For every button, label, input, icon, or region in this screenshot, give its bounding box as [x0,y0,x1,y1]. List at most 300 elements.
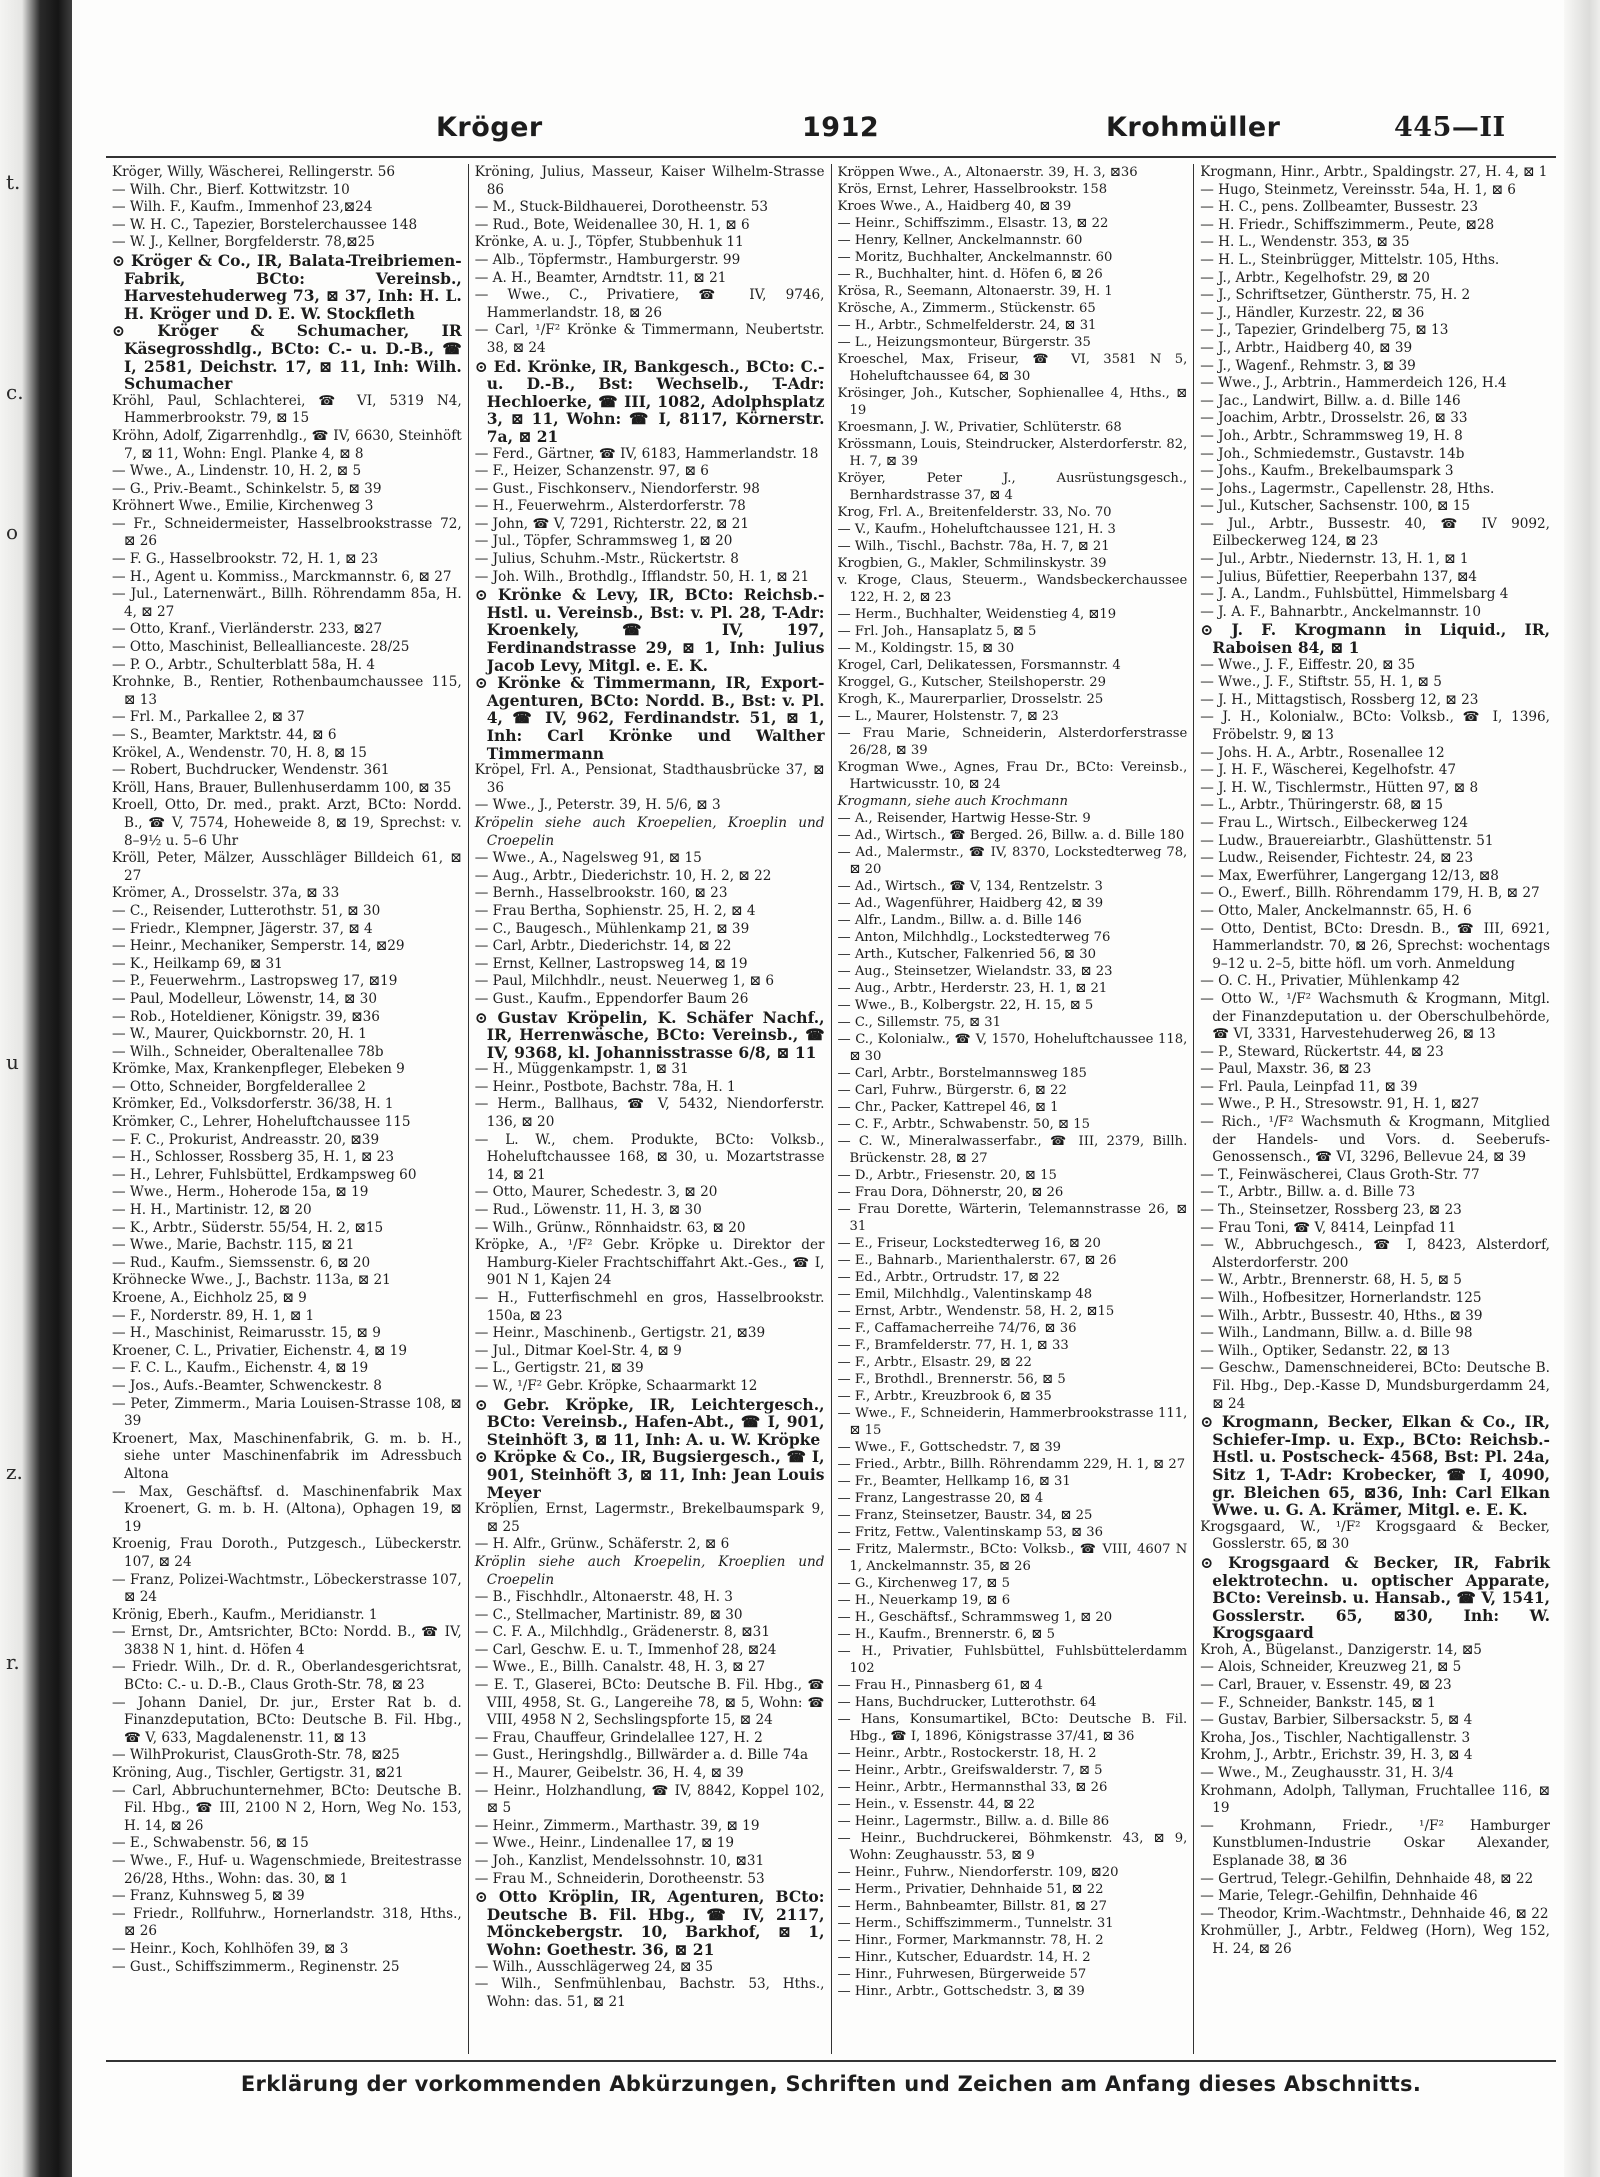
directory-entry: — J., Wagenf., Rehmstr. 3, ⊠ 39 [1200,357,1416,374]
directory-entry: Kroh, A., Bügelanst., Danzigerstr. 14, ⊠5 [1200,1641,1482,1658]
directory-entry: — Gust., Fischkonserv., Niendorferstr. 98 [474,480,760,497]
directory-entry: — Max, Ewerführer, Langergang 12/13, ⊠8 [1200,867,1499,884]
directory-entry: — Wwe., P. H., Stresowstr. 91, H. 1, ⊠27 [1200,1096,1480,1113]
directory-entry: Kröplin siehe auch Kroepelin, Kroeplien und Croepelin [474,1553,825,1588]
directory-entry: Krogh, K., Maurerparlier, Drosselstr. 25 [837,692,1104,707]
directory-entry: Kroene, A., Eichholz 25, ⊠ 9 [112,1290,307,1306]
entry-columns [106,164,1556,2054]
directory-entry: — Joh., Kanzlist, Mendelssohnstr. 10, ⊠31 [474,1853,765,1869]
column-2 [469,164,832,2054]
directory-entry: — Fritz, Malermstr., BCto: Volksb., ☎ VIII, 4607 N 1, Anckelmannstr. 35, ⊠ 26 [837,1542,1188,1574]
directory-entry: — F., Bramfelderstr. 77, H. 1, ⊠ 33 [837,1338,1069,1353]
directory-entry: — Frau Marie, Schneiderin, Alsterdorferstrasse 26/28, ⊠ 39 [837,726,1188,758]
directory-entry: — Ferd., Gärtner, ☎ IV, 6183, Hammerlandstr. 18 [474,445,819,462]
directory-entry: — H. Friedr., Schiffszimmerm., Peute, ⊠28 [1200,216,1495,233]
directory-entry: — Otto, Dentist, BCto: Dresdn. B., ☎ III, 6921, Hammerlandstr. 70, ⊠ 26, Sprechst: wochentags 9–12 u. 2–5, bitte höfl. um vorh. Anmeldung [1200,920,1550,972]
directory-entry: — L. W., chem. Produkte, BCto: Volksb., Hoheluftchaussee 168, ⊠ 30, u. Mozartstrasse 14, ⊠ 21 [474,1131,825,1183]
directory-entry: — Wwe., B., Kolbergstr. 22, H. 15, ⊠ 5 [837,998,1094,1013]
directory-entry: — Frl. Paula, Leinpfad 11, ⊠ 39 [1200,1078,1418,1095]
directory-entry: — Carl, Geschw. E. u. T., Immenhof 28, ⊠24 [474,1641,777,1658]
directory-entry: — Frl. M., Parkallee 2, ⊠ 37 [112,709,305,726]
directory-entry: Krogsgaard, W., ¹/F² Krogsgaard & Becker, Gosslerstr. 65, ⊠ 30 [1200,1518,1550,1553]
directory-entry: — Wwe., E., Billh. Canalstr. 48, H. 3, ⊠ 27 [474,1659,766,1676]
directory-entry: — Joh. Wilh., Brothdlg., Ifflandstr. 50, H. 1, ⊠ 21 [474,568,810,585]
directory-entry: — Wwe., F., Schneiderin, Hammerbrookstrasse 111, ⊠ 15 [837,1406,1188,1438]
directory-entry: Krohmüller, J., Arbtr., Feldweg (Horn), Weg 152, H. 24, ⊠ 26 [1200,1923,1550,1957]
directory-entry: — Ed., Arbtr., Ortrudstr. 17, ⊠ 22 [837,1270,1060,1285]
directory-entry: — H., Lehrer, Fuhlsbüttel, Erdkampsweg 60 [112,1166,417,1183]
directory-entry: — Moritz, Buchhalter, Anckelmannstr. 60 [837,250,1113,265]
directory-entry: — Theodor, Krim.-Wachtmstr., Dehnhaide 46, ⊠ 22 [1200,1905,1549,1922]
directory-entry: — E., Schwabenstr. 56, ⊠ 15 [112,1835,309,1852]
directory-entry: — Rud., Bote, Weidenallee 30, H. 1, ⊠ 6 [474,216,750,233]
column-1 [106,164,469,2054]
binding-mark: c. [6,380,24,404]
directory-entry: — J. H., Kolonialw., BCto: Volksb., ☎ I, 1396, Fröbelstr. 9, ⊠ 13 [1200,709,1550,743]
directory-entry: Kroha, Jos., Tischler, Nachtigallenstr. 3 [1200,1729,1471,1746]
directory-entry: — Wwe., A., Lindenstr. 10, H. 2, ⊠ 5 [112,463,362,480]
directory-entry: — Anton, Milchhdlg., Lockstedterweg 76 [837,930,1111,945]
directory-entry: — M., Stuck-Bildhauerei, Dorotheenstr. 53 [474,199,769,216]
binding-mark: r. [6,1650,20,1674]
running-head [106,100,1556,150]
directory-entry: — Heinr., Holzhandlung, ☎ IV, 8842, Koppel 102, ⊠ 5 [474,1782,825,1817]
directory-entry: — Heinr., Mechaniker, Semperstr. 14, ⊠29 [112,938,405,955]
directory-entry: — Julius, Büfettier, Reeperbahn 137, ⊠4 [1200,568,1478,585]
directory-entry: ⊙ Otto Kröplin, IR, Agenturen, BCto: Deutsche B. Fil. Hbg., ☎ IV, 2117, Mönckebergstr. 10, Barkhof, ⊠ 1, Wohn: Goethestr. 36, ⊠ 21 [474,1887,825,1959]
directory-entry: — Henry, Kellner, Anckelmannstr. 60 [837,233,1083,248]
directory-entry: v. Kroge, Claus, Steuerm., Wandsbeckerchaussee 122, H. 2, ⊠ 23 [837,573,1188,605]
directory-entry: — J., Arbtr., Kegelhofstr. 29, ⊠ 20 [1200,269,1430,286]
directory-entry: — Franz, Langestrasse 20, ⊠ 4 [837,1491,1044,1506]
directory-entry: — Ad., Wirtsch., ☎ V, 134, Rentzelstr. 3 [837,879,1103,894]
directory-entry: — Otto W., ¹/F² Wachsmuth & Krogmann, Mitgl. der Finanzdeputation u. der Oberschulbehörde, ☎ VI, 3331, Harvestehuderweg 26, ⊠ 13 [1200,990,1550,1043]
directory-entry: ⊙ Gebr. Kröpke, IR, Leichtergesch., BCto: Vereinsb., Hafen-Abt., ☎ I, 901, Steinhöft 3, ⊠ 11, Inh: A. u. W. Kröpke [474,1394,825,1449]
directory-entry: Krohnke, B., Rentier, Rothenbaumchaussee 115, ⊠ 13 [112,674,462,708]
directory-entry: ⊙ Gustav Kröpelin, K. Schäfer Nachf., IR, Herrenwäsche, BCto: Vereinsb., ☎ IV, 9368, kl. Johannisstrasse 6/8, ⊠ 11 [474,1007,825,1062]
directory-entry: — H. C., pens. Zollbeamter, Bussestr. 23 [1200,199,1479,216]
directory-entry: — W. H. C., Tapezier, Borstelerchaussee 148 [112,216,418,233]
directory-entry: — Herm., Ballhaus, ☎ V, 5432, Niendorferstr. 136, ⊠ 20 [474,1096,825,1131]
directory-entry: — C., Sillemstr. 75, ⊠ 31 [837,1015,1001,1030]
directory-entry: — F. C., Prokurist, Andreasstr. 20, ⊠39 [112,1131,380,1148]
directory-entry: Krökel, A., Wendenstr. 70, H. 8, ⊠ 15 [112,744,367,761]
directory-entry: — C. F., Arbtr., Schwabenstr. 50, ⊠ 15 [837,1117,1090,1132]
column-3 [832,164,1195,2054]
directory-entry: — J., Schriftsetzer, Güntherstr. 75, H. 2 [1200,287,1471,304]
directory-entry: — Heinr., Maschinenb., Gertigstr. 21, ⊠39 [474,1325,766,1342]
directory-entry: — L., Heizungsmonteur, Bürgerstr. 35 [837,335,1091,350]
directory-entry: — H., Müggenkampstr. 1, ⊠ 31 [474,1061,689,1078]
directory-entry: — Wwe., J., Arbtrin., Hammerdeich 126, H.4 [1200,375,1507,392]
directory-entry: — E. T., Glaserei, BCto: Deutsche B. Fil. Hbg., ☎ VIII, 4958, St. G., Langereihe 78, ⊠ 5, Wohn: ☎ VIII, 4958 N 2, Sechslingspforte 15, ⊠ 24 [474,1677,825,1729]
directory-entry: — O. C. H., Privatier, Mühlenkamp 42 [1200,973,1460,990]
directory-entry: — P. O., Arbtr., Schulterblatt 58a, H. 4 [112,656,376,673]
directory-entry: Kroes Wwe., A., Haidberg 40, ⊠ 39 [837,199,1072,214]
directory-entry: Krogbien, G., Makler, Schmilinskystr. 39 [837,556,1107,571]
directory-entry: ⊙ Kröpke & Co., IR, Bugsiergesch., ☎ I, 901, Steinhöft 3, ⊠ 11, Inh: Jean Louis Meyer [474,1447,825,1502]
directory-entry: — L., Gertigstr. 21, ⊠ 39 [474,1360,644,1377]
directory-entry: — Frau M., Schneiderin, Dorotheenstr. 53 [474,1870,765,1887]
directory-entry: — F., Caffamacherreihe 74/76, ⊠ 36 [837,1321,1077,1336]
directory-entry: Krönig, Eberh., Kaufm., Meridianstr. 1 [112,1606,378,1623]
directory-entry: — Hans, Konsumartikel, BCto: Deutsche B. Fil. Hbg., ☎ I, 1896, Königstrasse 37/41, ⊠ 36 [837,1712,1188,1744]
directory-entry: — Alfr., Landm., Billw. a. d. Bille 146 [837,913,1082,928]
directory-entry: — Johann Daniel, Dr. jur., Erster Rat b. d. Finanzdeputation, BCto: Deutsche B. Fil. Hbg., ☎ V, 633, Magdalenenstr. 11, ⊠ 13 [112,1694,462,1746]
directory-entry: — Heinr., Arbtr., Hermannsthal 33, ⊠ 26 [837,1780,1108,1795]
directory-entry: — Franz, Steinsetzer, Baustr. 34, ⊠ 25 [837,1508,1093,1523]
directory-entry: — Friedr., Klempner, Jägerstr. 37, ⊠ 4 [112,920,373,937]
directory-entry: — Joh., Arbtr., Schrammsweg 19, H. 8 [1200,427,1463,444]
directory-entry: — H., Geschäftsf., Schrammsweg 1, ⊠ 20 [837,1610,1113,1625]
directory-entry: — J. H. F., Wäscherei, Kegelhofstr. 47 [1200,762,1457,779]
directory-entry: — J., Tapezier, Grindelberg 75, ⊠ 13 [1200,322,1449,339]
directory-entry: — Ernst, Kellner, Lastropsweg 14, ⊠ 19 [474,955,748,972]
directory-entry: — Gust., Heringshdlg., Billwärder a. d. Bille 74a [474,1747,809,1764]
directory-entry: — F., Schneider, Bankstr. 145, ⊠ 1 [1200,1694,1436,1711]
column-4 [1194,164,1556,2054]
directory-entry: — Wwe., F., Huf- u. Wagenschmiede, Breitestrasse 26/28, Hths., Wohn: das. 30, ⊠ 1 [112,1853,462,1887]
directory-entry: — F., Heizer, Schanzenstr. 97, ⊠ 6 [474,463,709,480]
directory-entry: Krömker, C., Lehrer, Hoheluftchaussee 115 [112,1114,411,1131]
directory-entry: — Wwe., Marie, Bachstr. 115, ⊠ 21 [112,1237,355,1254]
directory-entry: — Wilh., Optiker, Sedanstr. 22, ⊠ 13 [1200,1342,1450,1359]
directory-entry: — Jul., Ditmar Koel-Str. 4, ⊠ 9 [474,1342,682,1359]
directory-entry: — Fritz, Fettw., Valentinskamp 53, ⊠ 36 [837,1525,1104,1540]
directory-page [106,100,1556,2140]
directory-entry: — Marie, Telegr.-Gehilfin, Dehnhaide 46 [1200,1888,1478,1905]
directory-entry: — Jul., Kutscher, Sachsenstr. 100, ⊠ 15 [1200,498,1471,515]
abbreviations-note: Erklärung der vorkommenden Abkürzungen, Schriften und Zeichen am Anfang dieses Abschnitts. [106,2060,1556,2132]
directory-entry: — H., Maurer, Geibelstr. 36, H. 4, ⊠ 39 [474,1765,744,1782]
directory-entry: — Frau H., Pinnasberg 61, ⊠ 4 [837,1678,1043,1693]
directory-entry: — J. A. F., Bahnarbtr., Anckelmannstr. 10 [1200,603,1481,620]
directory-entry: — C. F. A., Milchhdlg., Grädenerstr. 8, ⊠31 [474,1624,770,1641]
directory-entry: Kröhnert Wwe., Emilie, Kirchenweg 3 [112,498,374,515]
directory-entry: — Rich., ¹/F² Wachsmuth & Krogmann, Mitglied der Handels- und Vors. d. Seeberufs-Genossensch., ☎ VI, 3296, Bellevue 24, ⊠ 39 [1200,1114,1550,1166]
directory-entry: — Johs., Kaufm., Brekelbaumspark 3 [1200,463,1454,480]
directory-entry: — Herm., Buchhalter, Weidenstieg 4, ⊠19 [837,607,1117,622]
directory-entry: Kröppen Wwe., A., Altonaerstr. 39, H. 3, ⊠36 [837,165,1138,180]
directory-entry: Krömer, A., Drosselstr. 37a, ⊠ 33 [112,885,340,902]
directory-entry: — Peter, Zimmerm., Maria Louisen-Strasse 108, ⊠ 39 [112,1395,462,1430]
directory-entry: — Wwe., C., Privatiere, ☎ IV, 9746, Hammerlandstr. 18, ⊠ 26 [474,287,825,321]
directory-entry: — Frau Toni, ☎ V, 8414, Leinpfad 11 [1200,1219,1457,1236]
directory-entry: Kroggel, G., Kutscher, Steilshoperstr. 29 [837,675,1107,690]
directory-entry: Krösa, R., Seemann, Altonaerstr. 39, H. 1 [837,284,1113,299]
directory-entry: — Heinr., Koch, Kohlhöfen 39, ⊠ 3 [112,1940,349,1957]
directory-entry: — Gustav, Barbier, Silbersackstr. 5, ⊠ 4 [1200,1712,1473,1729]
directory-entry: — Emil, Milchhdlg., Valentinskamp 48 [837,1287,1093,1302]
directory-entry: — Fr., Schneidermeister, Hasselbrookstrasse 72, ⊠ 26 [112,515,462,550]
directory-entry: — Hinr., Kutscher, Eduardstr. 14, H. 2 [837,1950,1091,1965]
directory-entry: — Gust., Kaufm., Eppendorfer Baum 26 [474,990,749,1007]
directory-entry: — Chr., Packer, Kattrepel 46, ⊠ 1 [837,1100,1059,1115]
directory-entry: ⊙ Kröger & Co., IR, Balata-Treibriemen-Fabrik, BCto: Vereinsb., Harvestehuderweg 73, ⊠ 37, Inh: H. L. H. Kröger und D. E. W. Stockfleth [112,250,462,323]
directory-entry: — Wilh., Schneider, Oberaltenallee 78b [112,1043,384,1060]
directory-entry: — C. W., Mineralwasserfabr., ☎ III, 2379, Billh. Brückenstr. 28, ⊠ 27 [837,1134,1188,1166]
directory-entry: Kröpelin siehe auch Kroepelien, Kroeplin und Croepelin [474,814,825,849]
directory-entry: — Frl. Joh., Hansaplatz 5, ⊠ 5 [837,624,1037,639]
directory-entry: — K., Arbtr., Süderstr. 55/54, H. 2, ⊠15 [112,1219,384,1236]
directory-entry: — H., Futterfischmehl en gros, Hasselbrookstr. 150a, ⊠ 23 [474,1290,825,1324]
directory-entry: — Arth., Kutscher, Falkenried 56, ⊠ 30 [837,947,1096,962]
directory-entry: — H. L., Steinbrügger, Mittelstr. 105, Hths. [1200,251,1500,268]
directory-entry: — Otto, Schneider, Borgfelderallee 2 [112,1078,366,1095]
directory-entry: — H. L., Wendenstr. 353, ⊠ 35 [1200,234,1410,251]
directory-entry: — Wwe., F., Gottschedstr. 7, ⊠ 39 [837,1440,1062,1455]
directory-entry: — Otto, Maler, Anckelmannstr. 65, H. 6 [1200,902,1472,919]
binding-mark: o [6,520,19,544]
directory-entry: — Max, Geschäftsf. d. Maschinenfabrik Max Kroenert, G. m. b. H. (Altona), Ophagen 19, ⊠ 19 [112,1483,462,1535]
directory-entry: — Frau, Chauffeur, Grindelallee 127, H. 2 [474,1729,763,1746]
header-year: 1912 [802,112,880,143]
directory-entry: — Alois, Schneider, Kreuzweg 21, ⊠ 5 [1200,1659,1462,1676]
directory-entry: — G., Kirchenweg 17, ⊠ 5 [837,1576,1010,1591]
directory-entry: — F., Arbtr., Kreuzbrook 6, ⊠ 35 [837,1389,1052,1404]
directory-entry: — Ernst, Arbtr., Wendenstr. 58, H. 2, ⊠15 [837,1304,1115,1319]
directory-entry: — Hinr., Arbtr., Gottschedstr. 3, ⊠ 39 [837,1984,1085,1999]
directory-entry: — W., ¹/F² Gebr. Kröpke, Schaarmarkt 12 [474,1377,758,1394]
directory-entry: — Heinr., Arbtr., Rostockerstr. 18, H. 2 [837,1746,1097,1761]
directory-entry: — Frau L., Wirtsch., Eilbeckerweg 124 [1200,814,1469,831]
directory-entry: — Hans, Buchdrucker, Lutterothstr. 64 [837,1695,1097,1710]
directory-entry: — K., Heilkamp 69, ⊠ 31 [112,955,283,972]
directory-entry: — B., Fischhdlr., Altonaerstr. 48, H. 3 [474,1589,733,1606]
directory-entry: — M., Koldingstr. 15, ⊠ 30 [837,641,1015,656]
directory-entry: — C., Stellmacher, Martinistr. 89, ⊠ 30 [474,1606,743,1623]
directory-entry: Krogmann, siehe auch Krochmann [837,794,1068,809]
directory-entry: — Johs. H. A., Arbtr., Rosenallee 12 [1200,744,1445,761]
directory-entry: — Carl, Abbruchunternehmer, BCto: Deutsche B. Fil. Hbg., ☎ III, 2100 N 2, Horn, Weg No. 153, H. 14, ⊠ 26 [112,1782,462,1834]
directory-entry: — Jul., Arbtr., Niedernstr. 13, H. 1, ⊠ 1 [1200,551,1469,568]
directory-entry: — Jos., Aufs.-Beamter, Schwenckestr. 8 [112,1377,382,1394]
directory-entry: — G., Priv.-Beamt., Schinkelstr. 5, ⊠ 39 [112,480,382,497]
directory-entry: — P., Steward, Rückertstr. 44, ⊠ 23 [1200,1043,1444,1060]
directory-entry: — Frau Bertha, Sophienstr. 25, H. 2, ⊠ 4 [474,902,756,919]
directory-entry: — Jul., Arbtr., Bussestr. 40, ☎ IV 9092, Eilbeckerweg 124, ⊠ 23 [1200,515,1550,550]
directory-entry: — Carl, Fuhrw., Bürgerstr. 6, ⊠ 22 [837,1083,1067,1098]
directory-entry: Kroesmann, J. W., Privatier, Schlüterstr. 68 [837,420,1122,435]
directory-entry: — Aug., Steinsetzer, Wielandstr. 33, ⊠ 23 [837,964,1113,979]
directory-entry: — S., Beamter, Marktstr. 44, ⊠ 6 [112,727,337,743]
directory-entry: — Wilh., Hofbesitzer, Hornerlandstr. 125 [1200,1290,1482,1306]
directory-entry: — Otto, Maschinist, Belleallianceste. 28/25 [112,639,410,656]
binding-mark: z. [6,1460,23,1484]
binding-mark: t. [6,170,21,194]
directory-entry: ⊙ Krogmann, Becker, Elkan & Co., IR, Schiefer-Imp. u. Exp., BCto: Reichsb.-Hstl. u. Postscheck- 4568, Bst: Pl. 24a, Sitz 1, T-Adr: Krobecker, ☎ I, 4090, gr. Bleichen 65, ⊠36, Inh: Carl Elkan Wwe. u. G. A. Krämer, Mitgl. e. E. K. [1200,1412,1550,1520]
directory-entry: — F. G., Hasselbrookstr. 72, H. 1, ⊠ 23 [112,551,379,568]
directory-entry: — Wwe., M., Zeughausstr. 31, H. 3/4 [1200,1765,1454,1782]
directory-entry: — F., Arbtr., Elsastr. 29, ⊠ 22 [837,1355,1032,1370]
directory-entry: — Herm., Schiffszimmerm., Tunnelstr. 31 [837,1916,1114,1931]
directory-entry: — Th., Steinsetzer, Rossberg 23, ⊠ 23 [1200,1202,1462,1219]
directory-entry: — Wilh., Landmann, Billw. a. d. Bille 98 [1200,1325,1473,1342]
directory-entry: — Wwe., J. F., Stiftstr. 55, H. 1, ⊠ 5 [1200,674,1442,691]
directory-entry: — Robert, Buchdrucker, Wendenstr. 361 [112,762,390,779]
directory-entry: ⊙ Krogsgaard & Becker, IR, Fabrik elektrotechn. u. optischer Apparate, BCto: Vereinsb. u. Hansab., ☎ V, 1541, Gosslerstr. 65, ⊠30, Inh: W. Krogsgaard [1200,1552,1550,1643]
directory-entry: ⊙ Ed. Krönke, IR, Bankgesch., BCto: C.-u. D.-B., Bst: Wechselb., T-Adr: Hechloerke, ☎ III, 1082, Adolphsplatz 3, ⊠ 11, Wohn: ☎ I, 8117, Körnerstr. 7a, ⊠ 21 [474,356,825,446]
directory-entry: — Wwe., Heinr., Lindenallee 17, ⊠ 19 [474,1835,735,1852]
directory-entry: — Jac., Landwirt, Billw. a. d. Bille 146 [1200,392,1461,409]
directory-entry: Krohm, J., Arbtr., Erichstr. 39, H. 3, ⊠ 4 [1200,1747,1473,1764]
directory-entry: — Joh., Schmiedemstr., Gustavstr. 14b [1200,445,1465,462]
directory-entry: — Ad., Wagenführer, Haidberg 42, ⊠ 39 [837,896,1104,911]
directory-entry: — Paul, Modelleur, Löwenstr, 14, ⊠ 30 [112,990,377,1007]
directory-entry: — D., Arbtr., Friesenstr. 20, ⊠ 15 [837,1168,1057,1183]
directory-entry: — Herm., Privatier, Dehnhaide 51, ⊠ 22 [837,1882,1104,1897]
directory-entry: — Jul., Laternenwärt., Billh. Röhrendamm 85a, H. 4, ⊠ 27 [112,586,462,620]
directory-entry: ⊙ Krönke & Levy, IR, BCto: Reichsb.-Hstl. u. Vereinsb., Bst: v. Pl. 28, T-Adr: Kroenkely, ☎ IV, 197, Ferdinandstrasse 29, ⊠ 1, Inh: Julius Jacob Levy, Mitgl. e. E. K. [474,585,825,675]
directory-entry: — W., Abbruchgesch., ☎ I, 8423, Alsterdorf, Alsterdorferstr. 200 [1200,1237,1550,1271]
directory-entry: — J. H., Mittagstisch, Rossberg 12, ⊠ 23 [1200,691,1479,708]
page-edge [1564,0,1600,2177]
directory-entry: Kröplien, Ernst, Lagermstr., Brekelbaumspark 9, ⊠ 25 [474,1501,825,1535]
directory-entry: — W., Arbtr., Brennerstr. 68, H. 5, ⊠ 5 [1200,1272,1462,1289]
directory-entry: — Wwe., A., Nagelsweg 91, ⊠ 15 [474,850,702,867]
directory-entry: — Ludw., Reisender, Fichtestr. 24, ⊠ 23 [1200,850,1474,867]
directory-entry: ⊙ Kröger & Schumacher, IR Käsegrosshdlg., BCto: C.- u. D.-B., ☎ I, 2581, Deichstr. 17, ⊠ 11, Inh: Wilh. Schumacher [112,321,462,394]
page-number: 445—II [1394,112,1506,143]
directory-entry: — Friedr., Rollfuhrw., Hornerlandstr. 318, Hths., ⊠ 26 [112,1905,462,1940]
directory-entry: Krogel, Carl, Delikatessen, Forsmannstr. 4 [837,658,1121,673]
directory-entry: Kröll, Peter, Mälzer, Ausschläger Billdeich 61, ⊠ 27 [112,850,462,884]
directory-entry: — Franz, Kuhnsweg 5, ⊠ 39 [112,1888,305,1905]
directory-entry: — Wilh., Arbtr., Bussestr. 40, Hths., ⊠ 39 [1200,1307,1483,1324]
directory-entry: — T., Arbtr., Billw. a. d. Bille 73 [1200,1184,1416,1201]
directory-entry: — H., Maschinist, Reimarusstr. 15, ⊠ 9 [112,1325,381,1342]
directory-entry: — Frau Dora, Döhnerstr, 20, ⊠ 26 [837,1185,1064,1200]
directory-entry: Kröhl, Paul, Schlachterei, ☎ VI, 5319 N4, Hammerbrookstr. 79, ⊠ 15 [112,392,462,427]
directory-entry: — H., Neuerkamp 19, ⊠ 6 [837,1593,1011,1608]
directory-entry: — F., Norderstr. 89, H. 1, ⊠ 1 [112,1307,315,1324]
directory-entry: — P., Feuerwehrm., Lastropsweg 17, ⊠19 [112,973,398,990]
directory-entry: — Fr., Beamter, Hellkamp 16, ⊠ 31 [837,1474,1071,1489]
directory-entry: — Wwe., J., Peterstr. 39, H. 5/6, ⊠ 3 [474,797,721,814]
directory-entry: Kröyer, Peter J., Ausrüstungsgesch., Bernhardstrasse 37, ⊠ 4 [837,471,1188,503]
directory-entry: Krogmann, Hinr., Arbtr., Spaldingstr. 27, H. 4, ⊠ 1 [1200,164,1548,180]
directory-entry: — H., Agent u. Kommiss., Marckmannstr. 6, ⊠ 27 [112,568,452,585]
directory-entry: — Wilh. Chr., Bierf. Kottwitzstr. 10 [112,181,350,198]
directory-entry: — Wilh., Ausschlägerweg 24, ⊠ 35 [474,1958,714,1975]
directory-entry: — H., Arbtr., Schmelfelderstr. 24, ⊠ 31 [837,318,1097,333]
directory-entry: Kroener, C. L., Privatier, Eichenstr. 4, ⊠ 19 [112,1342,407,1359]
directory-entry: — V., Kaufm., Hoheluftchaussee 121, H. 3 [837,522,1116,537]
directory-entry: — H., Kaufm., Brennerstr. 6, ⊠ 5 [837,1627,1055,1642]
directory-entry: Kröning, Aug., Tischler, Gertigstr. 31, ⊠21 [112,1765,404,1782]
directory-entry: — Carl, ¹/F² Krönke & Timmermann, Neubertstr. 38, ⊠ 24 [474,322,825,356]
directory-entry: — Heinr., Zimmerm., Marthastr. 39, ⊠ 19 [474,1817,760,1834]
directory-entry: — Carl, Arbtr., Diederichstr. 14, ⊠ 22 [474,938,732,955]
directory-entry: Krog, Frl. A., Breitenfelderstr. 33, No. 70 [837,505,1112,520]
directory-entry: — J., Arbtr., Haidberg 40, ⊠ 39 [1200,339,1413,356]
directory-entry: — C., Kolonialw., ☎ V, 1570, Hoheluftchaussee 118, ⊠ 30 [837,1032,1188,1064]
directory-entry: — Rob., Hoteldiener, Königstr. 39, ⊠36 [112,1008,380,1025]
directory-entry: — Otto, Maurer, Schedestr. 3, ⊠ 20 [474,1184,718,1201]
directory-entry: Krössmann, Louis, Steindrucker, Alsterdorferstr. 82, H. 7, ⊠ 39 [837,437,1188,469]
directory-entry: — E., Friseur, Lockstedterweg 16, ⊠ 20 [837,1236,1101,1251]
directory-entry: Krohmann, Adolph, Tallyman, Fruchtallee 116, ⊠ 19 [1200,1782,1550,1817]
directory-entry: — F. C. L., Kaufm., Eichenstr. 4, ⊠ 19 [112,1360,369,1377]
directory-entry: — Carl, Arbtr., Borstelmannsweg 185 [837,1066,1087,1081]
directory-entry: — Rud., Kaufm., Siemssenstr. 6, ⊠ 20 [112,1254,371,1271]
directory-entry: — John, ☎ V, 7291, Richterstr. 22, ⊠ 21 [474,515,750,532]
directory-entry: — Heinr., Buchdruckerei, Böhmkenstr. 43, ⊠ 9, Wohn: Zeughausstr. 53, ⊠ 9 [837,1831,1188,1863]
directory-entry: Kröhnecke Wwe., J., Bachstr. 113a, ⊠ 21 [112,1272,391,1289]
directory-entry: Kröll, Hans, Brauer, Bullenhuserdamm 100, ⊠ 35 [112,779,452,796]
binding-mark: u [6,1050,19,1074]
directory-entry: — Wwe., J. F., Eiffestr. 20, ⊠ 35 [1200,656,1416,673]
directory-entry: Krogman Wwe., Agnes, Frau Dr., BCto: Vereinsb., Hartwicusstr. 10, ⊠ 24 [837,760,1188,792]
directory-entry: — Aug., Arbtr., Diederichstr. 10, H. 2, ⊠ 22 [474,867,772,884]
directory-entry: — Hein., v. Essenstr. 44, ⊠ 22 [837,1797,1035,1812]
directory-entry: — Ad., Wirtsch., ☎ Berged. 26, Billw. a. d. Bille 180 [837,828,1185,843]
directory-entry: — H. Alfr., Grünw., Schäferstr. 2, ⊠ 6 [474,1536,730,1553]
directory-entry: Krösche, A., Zimmerm., Stückenstr. 65 [837,301,1096,316]
directory-entry: — E., Bahnarb., Marienthalerstr. 67, ⊠ 26 [837,1253,1117,1268]
directory-entry: — Wilh. F., Kaufm., Immenhof 23,⊠24 [112,199,373,216]
directory-entry: — J. A., Landm., Fuhlsbüttel, Himmelsbarg 4 [1200,586,1509,603]
directory-entry: Kröning, Julius, Masseur, Kaiser Wilhelm-Strasse 86 [474,164,825,198]
directory-entry: — Hinr., Fuhrwesen, Bürgerweide 57 [837,1967,1087,1982]
directory-entry: — W., Maurer, Quickbornstr. 20, H. 1 [112,1026,367,1043]
directory-entry: — H. H., Martinistr. 12, ⊠ 20 [112,1202,312,1219]
directory-entry: — Friedr. Wilh., Dr. d. R., Oberlandesgerichtsrat, BCto: C.- u. D.-B., Claus Groth-Str. 78, ⊠ 23 [112,1659,462,1694]
book-binding-gutter [0,0,72,2177]
directory-entry: Kroell, Otto, Dr. med., prakt. Arzt, BCto: Nordd. B., ☎ V, 7574, Hoheweide 8, ⊠ 19, Sprechst: v. 8–9½ u. 5–6 Uhr [112,797,462,849]
header-right-keyword: Krohmüller [1106,112,1281,143]
directory-entry: — Krohmann, Friedr., ¹/F² Hamburger Kunstblumen-Industrie Oskar Alexander, Esplanade 38, ⊠ 36 [1200,1817,1550,1869]
directory-entry: ⊙ Krönke & Timmermann, IR, Export-Agenturen, BCto: Nordd. B., Bst: v. Pl. 4, ☎ IV, 962, Ferdinandstr. 51, ⊠ 1, Inh: Carl Krönke und Walther Timmermann [474,673,825,763]
directory-entry: Kröpke, A., ¹/F² Gebr. Kröpke u. Direktor der Hamburg-Kieler Frachtschiffahrt Akt.-Ges., ☎ I, 901 N 1, Kajen 24 [474,1237,825,1289]
directory-entry: — C., Baugesch., Mühlenkamp 21, ⊠ 39 [474,920,750,937]
directory-entry: — Alb., Töpfermstr., Hamburgerstr. 99 [474,251,741,268]
directory-entry: — Franz, Polizei-Wachtmstr., Löbeckerstrasse 107, ⊠ 24 [112,1571,462,1606]
directory-entry: Kröhn, Adolf, Zigarrenhdlg., ☎ IV, 6630, Steinhöft 7, ⊠ 11, Wohn: Engl. Planke 4, ⊠ 8 [112,427,462,462]
directory-entry: — W. J., Kellner, Borgfelderstr. 78,⊠25 [112,234,375,251]
directory-entry: — Heinr., Schiffszimm., Elsastr. 13, ⊠ 22 [837,216,1109,231]
directory-entry: — Wilh., Senfmühlenbau, Bachstr. 53, Hths., Wohn: das. 51, ⊠ 21 [474,1976,825,2010]
directory-entry: — F., Brothdl., Brennerstr. 56, ⊠ 5 [837,1372,1066,1387]
directory-entry: — Paul, Maxstr. 36, ⊠ 23 [1200,1061,1372,1078]
directory-entry: Krösinger, Joh., Kutscher, Sophienallee 4, Hths., ⊠ 19 [837,386,1188,418]
directory-entry: Krömker, Ed., Volksdorferstr. 36/38, H. 1 [112,1096,394,1113]
directory-entry: — Joachim, Arbtr., Drosselstr. 26, ⊠ 33 [1200,410,1468,427]
directory-entry: — Fried., Arbtr., Billh. Röhrendamm 229, H. 1, ⊠ 27 [837,1457,1186,1472]
directory-entry: Kröpel, Frl. A., Pensionat, Stadthausbrücke 37, ⊠ 36 [474,762,825,796]
directory-entry: — Geschw., Damenschneiderei, BCto: Deutsche B. Fil. Hbg., Dep.-Kasse D, Mundsburgerdamm 24, ⊠ 24 [1200,1360,1550,1412]
directory-entry: Kroenert, Max, Maschinenfabrik, G. m. b. H., siehe unter Maschinenfabrik im Adressbuch Altona [112,1430,462,1482]
directory-entry: — T., Feinwäscherei, Claus Groth-Str. 77 [1200,1166,1480,1183]
directory-entry: Kröger, Willy, Wäscherei, Rellingerstr. 56 [112,164,396,180]
directory-entry: — Hinr., Former, Markmannstr. 78, H. 2 [837,1933,1104,1948]
directory-entry: — Ernst, Dr., Amtsrichter, BCto: Nordd. B., ☎ IV, 3838 N 1, hint. d. Höfen 4 [112,1624,462,1658]
directory-entry: — J. H. W., Tischlermstr., Hütten 97, ⊠ 8 [1200,779,1479,796]
directory-entry: — Julius, Schuhm.-Mstr., Rückertstr. 8 [474,551,739,568]
directory-entry: — Herm., Bahnbeamter, Billstr. 81, ⊠ 27 [837,1899,1107,1914]
directory-entry: — Heinr., Arbtr., Greifswalderstr. 7, ⊠ 5 [837,1763,1103,1778]
directory-entry: — C., Reisender, Lutterothstr. 51, ⊠ 30 [112,902,381,919]
directory-entry: Krös, Ernst, Lehrer, Hasselbrookstr. 158 [837,182,1108,197]
directory-entry: — Aug., Arbtr., Herderstr. 23, H. 1, ⊠ 21 [837,981,1108,996]
directory-entry: — Gust., Schiffszimmerm., Reginenstr. 25 [112,1958,400,1975]
directory-entry: — Johs., Lagermstr., Capellenstr. 28, Hths. [1200,480,1495,497]
directory-entry: — Wilh., Tischl., Bachstr. 78a, H. 7, ⊠ 21 [837,539,1110,554]
directory-entry: — Heinr., Lagermstr., Billw. a. d. Bille 86 [837,1814,1110,1829]
directory-entry: — Wilh., Grünw., Rönnhaidstr. 63, ⊠ 20 [474,1219,746,1236]
directory-entry: — Gertrud, Telegr.-Gehilfin, Dehnhaide 48, ⊠ 22 [1200,1870,1534,1887]
header-rule [106,156,1556,158]
